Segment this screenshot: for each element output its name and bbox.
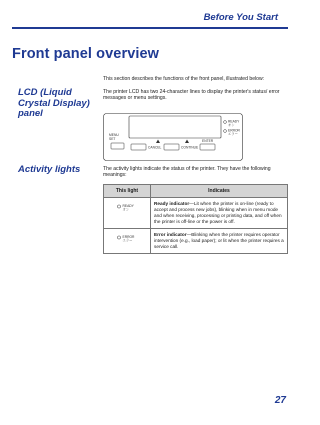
panel-enter-label: ENTER [202,139,214,143]
lcd-section-heading: LCD (Liquid Crystal Display) panel [18,87,90,119]
intro-text: This section describes the functions of the front panel, illustrated below: [103,76,265,82]
front-panel-diagram [103,113,243,161]
continue-button [164,144,179,150]
header-rule [12,27,288,29]
page-number: 27 [274,395,286,406]
panel-error-label: ERROR [228,128,240,133]
table-header-indicates: Indicates [151,185,288,198]
error-indicator-description: —Blinking when the printer requires operator intervention (e.g., load paper); or lit when the printer requires a service call. [154,232,284,249]
table-error-sublabel: エラー [122,238,133,243]
error-indicator-name: Error indicator [154,232,187,237]
panel-continue-label: CONTINUE [181,145,199,150]
table-ready-sublabel: オン [122,207,130,212]
panel-menu-label: MENU [109,133,119,137]
ready-light-icon [115,203,139,212]
menu-button [111,143,124,149]
activity-section-text: The activity lights indicate the status of the printer. They have the following meanings: [103,166,271,179]
panel-ready-label: READY [228,119,240,124]
table-error-label: ERROR [122,234,135,239]
panel-cancel-label: CANCEL [148,145,162,150]
table-ready-label: READY [122,203,134,208]
cancel-button [131,144,146,150]
enter-button [200,144,215,150]
ready-indicator-name: Ready indicator [154,201,190,206]
page-title: Front panel overview [12,46,160,62]
error-light-icon [115,234,139,243]
header-title: Before You Start [203,12,278,23]
table-row [104,229,288,254]
table-header-light: This light [104,185,151,198]
lcd-display [129,116,221,138]
panel-error-sublabel: エラー [228,132,238,136]
activity-section-heading: Activity lights [18,164,81,175]
panel-ready-sublabel: オン [228,123,235,127]
panel-menu-sublabel: SET [109,137,116,141]
activity-lights-table [103,184,288,254]
ready-indicator-description: —Lit when the printer is on-line (ready to accept and process new jobs), blinking when in menu mode and when receiving, processing or printing data, and off when the printer is off-line or the power is off. [154,201,282,224]
table-row [104,198,288,229]
lcd-section-text: The printer LCD has two 24-character lines to display the printer's status/ error messages or menu settings. [103,89,280,102]
